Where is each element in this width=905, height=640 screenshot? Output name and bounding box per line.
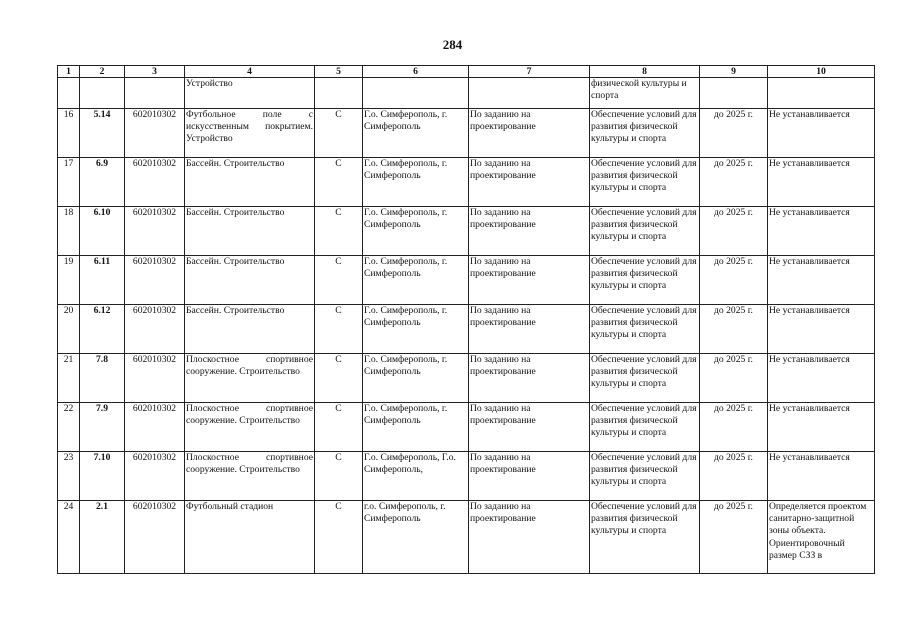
type-cell: С xyxy=(315,452,363,501)
header-cell: 9 xyxy=(700,66,768,78)
code-cell: 6.11 xyxy=(80,256,125,305)
table-row xyxy=(58,403,875,452)
basis-cell: По заданию на проектирование xyxy=(469,305,590,354)
term-cell: до 2025 г. xyxy=(700,452,768,501)
table-row xyxy=(58,305,875,354)
type-cell: С xyxy=(315,354,363,403)
basis-cell: По заданию на проектирование xyxy=(469,256,590,305)
table-cell xyxy=(469,78,590,109)
row-number-cell: 20 xyxy=(58,305,80,354)
purpose-cell: Обеспечение условий для развития физической культуры и спорта xyxy=(590,403,700,452)
type-cell: С xyxy=(315,158,363,207)
code-cell: 6.9 xyxy=(80,158,125,207)
type-cell: С xyxy=(315,403,363,452)
basis-cell: По заданию на проектирование xyxy=(469,109,590,158)
register-table xyxy=(57,65,875,574)
code-cell: 2.1 xyxy=(80,501,125,574)
object-name-cell: Устройство xyxy=(185,78,315,109)
object-name-cell: Футбольное поле с искусственным покрытием. Устройство xyxy=(185,109,315,158)
zone-cell: Не устанавливается xyxy=(768,305,875,354)
table-body xyxy=(58,66,875,574)
location-cell: Г.о. Симферополь, г. Симферополь xyxy=(363,109,469,158)
row-number-cell: 16 xyxy=(58,109,80,158)
header-cell: 3 xyxy=(125,66,185,78)
purpose-cell: Обеспечение условий для развития физической культуры и спорта xyxy=(590,158,700,207)
table-cell xyxy=(363,78,469,109)
id-cell: 602010302 xyxy=(125,354,185,403)
location-cell: Г.о. Симферополь, г. Симферополь xyxy=(363,403,469,452)
table-cell xyxy=(700,78,768,109)
object-name-cell: Бассейн. Строительство xyxy=(185,158,315,207)
type-cell: С xyxy=(315,256,363,305)
header-cell: 5 xyxy=(315,66,363,78)
term-cell: до 2025 г. xyxy=(700,354,768,403)
object-name-cell: Плоскостное спортивное сооружение. Строительство xyxy=(185,403,315,452)
basis-cell: По заданию на проектирование xyxy=(469,501,590,574)
type-cell: С xyxy=(315,501,363,574)
location-cell: Г.о. Симферополь, г. Симферополь xyxy=(363,354,469,403)
row-number-cell: 22 xyxy=(58,403,80,452)
header-cell: 8 xyxy=(590,66,700,78)
header-cell: 7 xyxy=(469,66,590,78)
object-name-cell: Бассейн. Строительство xyxy=(185,207,315,256)
header-cell: 1 xyxy=(58,66,80,78)
zone-cell: Не устанавливается xyxy=(768,158,875,207)
id-cell: 602010302 xyxy=(125,305,185,354)
purpose-cell: Обеспечение условий для развития физической культуры и спорта xyxy=(590,452,700,501)
id-cell: 602010302 xyxy=(125,403,185,452)
row-number-cell: 17 xyxy=(58,158,80,207)
term-cell: до 2025 г. xyxy=(700,158,768,207)
continuation-row xyxy=(58,78,875,109)
id-cell: 602010302 xyxy=(125,207,185,256)
type-cell: С xyxy=(315,109,363,158)
header-row xyxy=(58,66,875,78)
table-row xyxy=(58,207,875,256)
code-cell: 7.9 xyxy=(80,403,125,452)
code-cell: 7.10 xyxy=(80,452,125,501)
table-cell xyxy=(315,78,363,109)
header-cell: 2 xyxy=(80,66,125,78)
type-cell: С xyxy=(315,305,363,354)
zone-cell: Не устанавливается xyxy=(768,207,875,256)
code-cell: 7.8 xyxy=(80,354,125,403)
id-cell: 602010302 xyxy=(125,452,185,501)
table-row xyxy=(58,256,875,305)
basis-cell: По заданию на проектирование xyxy=(469,403,590,452)
code-cell: 5.14 xyxy=(80,109,125,158)
header-cell: 4 xyxy=(185,66,315,78)
location-cell: Г.о. Симферополь, г. Симферополь xyxy=(363,207,469,256)
table-cell xyxy=(80,78,125,109)
term-cell: до 2025 г. xyxy=(700,109,768,158)
header-cell: 10 xyxy=(768,66,875,78)
header-cell: 6 xyxy=(363,66,469,78)
id-cell: 602010302 xyxy=(125,256,185,305)
term-cell: до 2025 г. xyxy=(700,403,768,452)
table-row xyxy=(58,158,875,207)
location-cell: Г.о. Симферополь, г. Симферополь xyxy=(363,158,469,207)
zone-cell: Не устанавливается xyxy=(768,354,875,403)
type-cell: С xyxy=(315,207,363,256)
basis-cell: По заданию на проектирование xyxy=(469,452,590,501)
purpose-cell: физической культуры и спорта xyxy=(590,78,700,109)
code-cell: 6.10 xyxy=(80,207,125,256)
term-cell: до 2025 г. xyxy=(700,256,768,305)
basis-cell: По заданию на проектирование xyxy=(469,354,590,403)
location-cell: Г.о. Симферополь, г. Симферополь xyxy=(363,305,469,354)
term-cell: до 2025 г. xyxy=(700,207,768,256)
code-cell: 6.12 xyxy=(80,305,125,354)
id-cell: 602010302 xyxy=(125,109,185,158)
basis-cell: По заданию на проектирование xyxy=(469,158,590,207)
purpose-cell: Обеспечение условий для развития физической культуры и спорта xyxy=(590,501,700,574)
purpose-cell: Обеспечение условий для развития физической культуры и спорта xyxy=(590,109,700,158)
purpose-cell: Обеспечение условий для развития физической культуры и спорта xyxy=(590,256,700,305)
page-number: 284 xyxy=(442,37,463,52)
purpose-cell: Обеспечение условий для развития физической культуры и спорта xyxy=(590,354,700,403)
table-cell xyxy=(125,78,185,109)
object-name-cell: Плоскостное спортивное сооружение. Строительство xyxy=(185,452,315,501)
zone-cell: Не устанавливается xyxy=(768,452,875,501)
table-cell xyxy=(768,78,875,109)
purpose-cell: Обеспечение условий для развития физической культуры и спорта xyxy=(590,207,700,256)
term-cell: до 2025 г. xyxy=(700,501,768,574)
zone-cell: Не устанавливается xyxy=(768,109,875,158)
table-row xyxy=(58,354,875,403)
zone-cell: Не устанавливается xyxy=(768,256,875,305)
row-number-cell: 19 xyxy=(58,256,80,305)
object-name-cell: Бассейн. Строительство xyxy=(185,256,315,305)
row-number-cell: 23 xyxy=(58,452,80,501)
location-cell: г.о. Симферополь, г. Симферополь xyxy=(363,501,469,574)
table-row xyxy=(58,452,875,501)
id-cell: 602010302 xyxy=(125,501,185,574)
table-cell xyxy=(58,78,80,109)
table-row xyxy=(58,109,875,158)
basis-cell: По заданию на проектирование xyxy=(469,207,590,256)
object-name-cell: Футбольный стадион xyxy=(185,501,315,574)
table-row xyxy=(58,501,875,574)
purpose-cell: Обеспечение условий для развития физической культуры и спорта xyxy=(590,305,700,354)
zone-cell: Не устанавливается xyxy=(768,403,875,452)
term-cell: до 2025 г. xyxy=(700,305,768,354)
location-cell: Г.о. Симферополь, Г.о. Симферополь, xyxy=(363,452,469,501)
object-name-cell: Бассейн. Строительство xyxy=(185,305,315,354)
row-number-cell: 24 xyxy=(58,501,80,574)
row-number-cell: 21 xyxy=(58,354,80,403)
zone-cell: Определяется проектом санитарно-защитной зоны объекта. Ориентировочный размер СЗЗ в xyxy=(768,501,875,574)
object-name-cell: Плоскостное спортивное сооружение. Строительство xyxy=(185,354,315,403)
location-cell: Г.о. Симферополь, г. Симферополь xyxy=(363,256,469,305)
row-number-cell: 18 xyxy=(58,207,80,256)
id-cell: 602010302 xyxy=(125,158,185,207)
